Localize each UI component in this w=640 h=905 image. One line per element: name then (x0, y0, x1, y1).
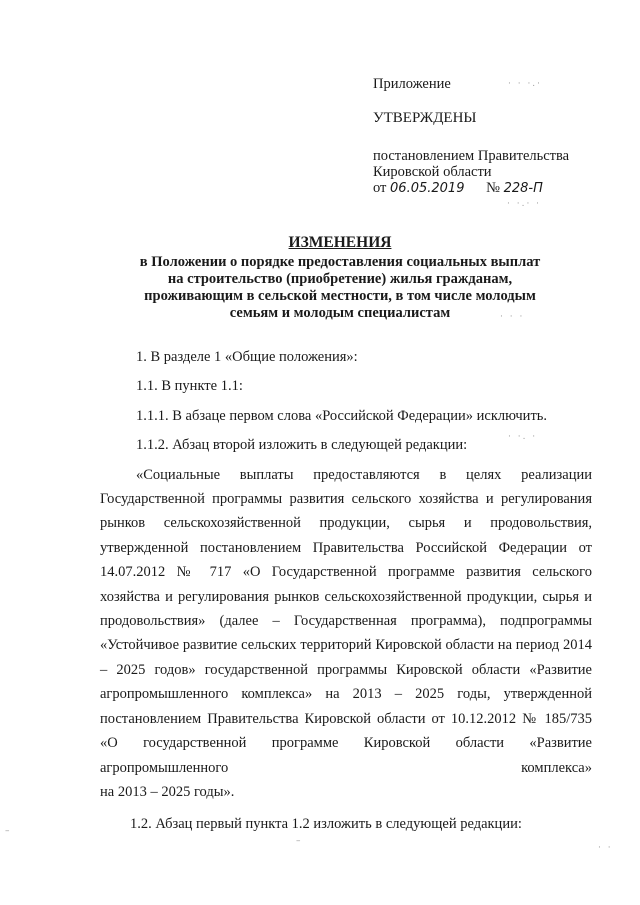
scan-speck: · · · (500, 312, 525, 322)
number-prefix: № (486, 180, 500, 196)
decree-line-1: постановлением Правительства (373, 148, 570, 164)
scan-speck: – (5, 826, 12, 836)
subtitle-line-3: проживающим в сельской местности, в том числе молодым (144, 288, 536, 304)
scan-speck: · · ·.· (508, 79, 543, 89)
document-title: ИЗМЕНЕНИЯ (288, 234, 392, 251)
appendix-label: Приложение (373, 76, 451, 92)
paragraph-item-1-2: 1.2. Абзац первый пункта 1.2 изложить в следующей редакции: (130, 816, 522, 833)
paragraph-item-1-1-1: 1.1.1. В абзаце первом слова «Российской Федерации» исключить. (136, 407, 548, 424)
quoted-new-wording: «Социальные выплаты предоставляются в целях реализации Государственной программы развития сельского хозяйства и регулирования рынков сельскохозяйственной продукции, сырья и продовольствия, утвержденной постановлением Правительства Российской Федерации от 14.07.2012 № 717 «О Государственной программе развития сельского хозяйства и регулирования рынков сельскохозяйственной продукции, сырья и продовольствия» (далее – Государственная программа), подпрограммы «Устойчивое развитие сельских территорий Кировской области на период 2014 – 2025 годов» государственной программы Кировской области «Развитие агропромышленного комплекса» на 2013 – 2025 годы, утвержденной постановлением Правительства Кировской области от 10.12.2012 № 185/735 «О государственной программе Кировской области «Развитие агропромышленного комплекса» (100, 466, 592, 776)
date-prefix: от (373, 180, 387, 196)
scan-speck: · ·.· · (507, 199, 542, 209)
handwritten-date: 06.05.2019 (390, 181, 465, 196)
paragraph-item-1-1: 1.1. В пункте 1.1: (136, 378, 243, 395)
paragraph-item-1-1-2: 1.1.2. Абзац второй изложить в следующей редакции: (136, 437, 468, 454)
handwritten-number: 228-П (503, 181, 543, 196)
decree-date-number-line (373, 180, 623, 197)
approval-block (373, 76, 623, 197)
approved-label: УТВЕРЖДЕНЫ (373, 110, 477, 126)
scan-speck: · ·. · (508, 432, 538, 442)
document-body (100, 345, 592, 837)
subtitle-line-2: на строительство (приобретение) жилья гражданам, (167, 271, 513, 287)
scan-speck: · · (598, 843, 613, 853)
quoted-new-wording-end: на 2013 – 2025 годы». (100, 783, 235, 800)
decree-line-2: Кировской области (373, 164, 492, 180)
scan-speck: – (296, 836, 303, 846)
paragraph-section-1: 1. В разделе 1 «Общие положения»: (136, 349, 358, 365)
changes-title-block (120, 234, 560, 322)
subtitle-line-4: семьям и молодым специалистам (229, 305, 451, 321)
subtitle-line-1: в Положении о порядке предоставления социальных выплат (139, 254, 541, 270)
